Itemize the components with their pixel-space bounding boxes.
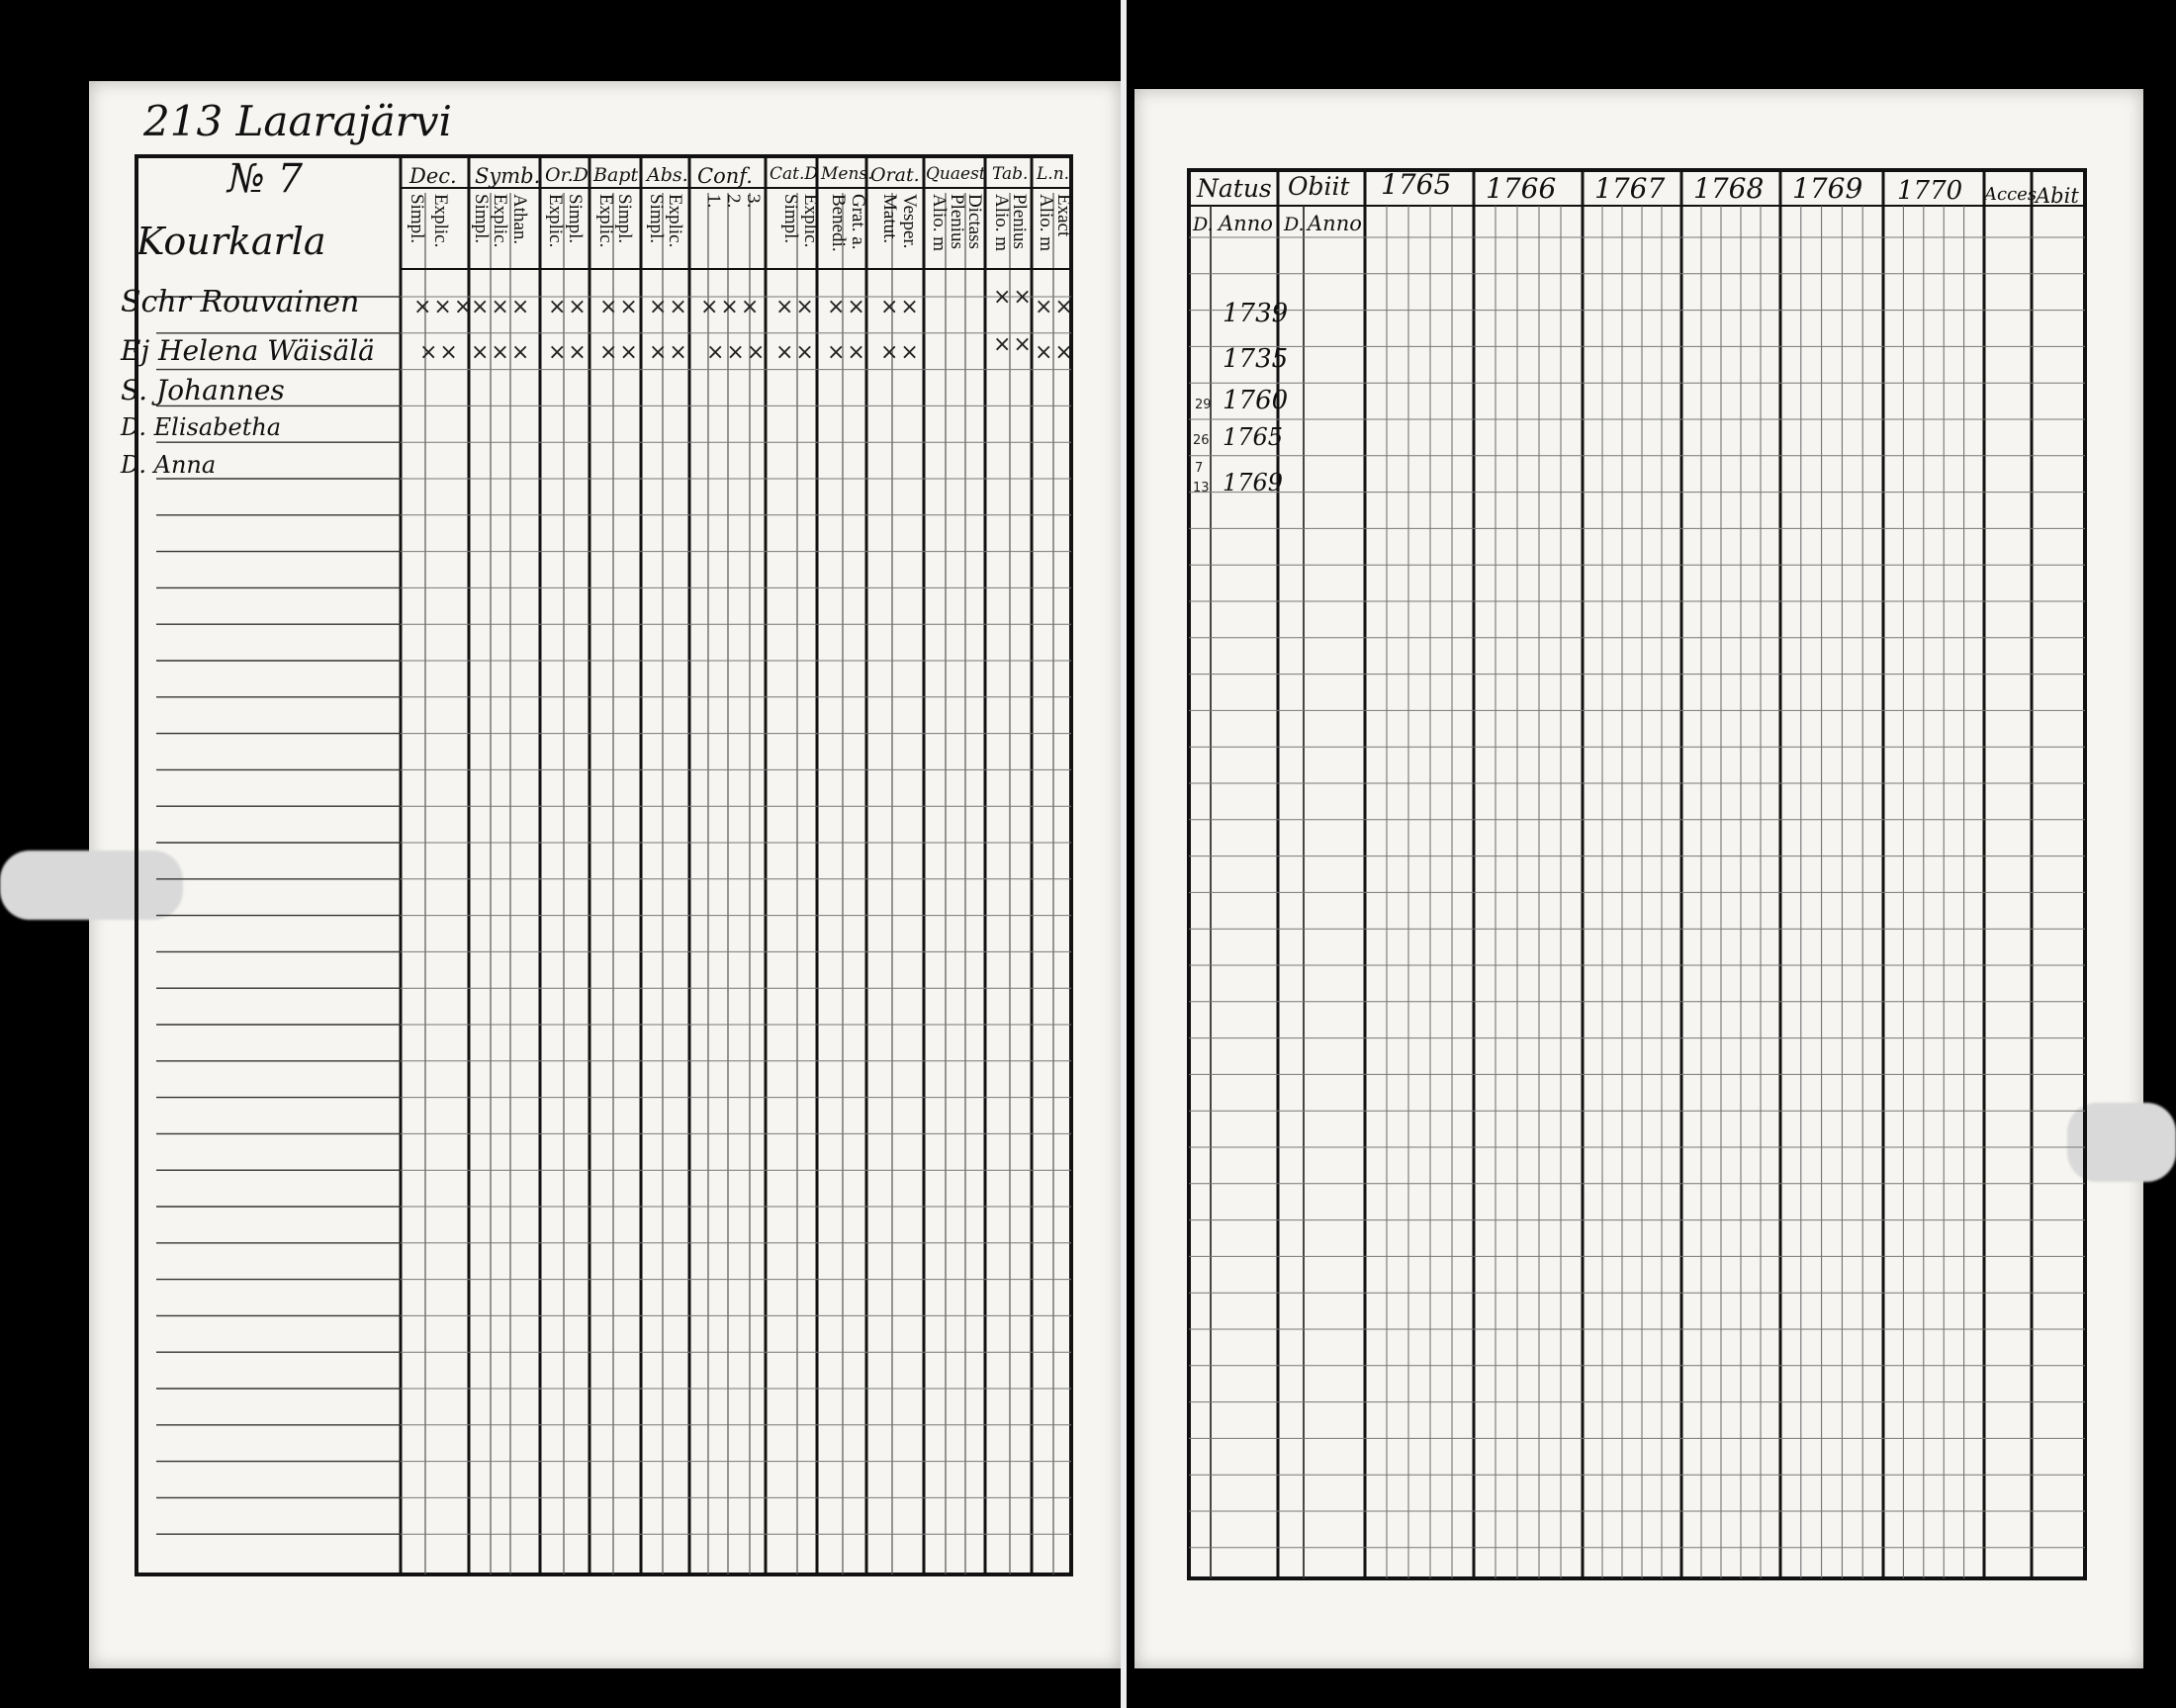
house-number: № 7 [227,156,304,202]
header-obiit: Obiit [1288,172,1350,201]
sub-explic: Explic. [800,194,821,248]
person-name: S. Johannes [121,374,285,406]
mark-tab: ×× [993,285,1034,310]
sub-vesper: Vesper. [899,194,920,249]
mark-ord: ×× [548,295,589,319]
mark-ord: ×× [548,340,589,365]
sub-simpl: Simpl. [407,194,427,244]
sub-simpl: Simpl. [646,194,667,244]
page-title: 213 Laarajärvi [143,97,452,145]
mark-conf: ××× [700,295,762,319]
mark-dec: ×× [419,340,460,365]
col-header-catd: Cat.D [770,164,819,184]
sub-2: 2. [723,194,744,209]
sub-benedi: Benedi. [828,194,849,252]
mark-mens: ×× [827,295,867,319]
birth-day: 7 [1195,461,1204,476]
col-header-mens: Mens. [821,164,873,184]
mark-dec: ××× [413,295,475,319]
farm-name: Kourkarla [136,220,326,263]
sub-grat: Grat. a. [848,194,868,250]
sub-explic: Explic. [665,194,685,248]
sub-alio: Alio. m [991,194,1012,252]
sub-header-anno: Anno [1308,212,1362,235]
mark-orat: ×× [880,340,921,365]
sub-header-anno: Anno [1219,212,1273,235]
col-header-bapt: Bapt. [593,164,645,186]
col-header-dec: Dec. [409,164,457,188]
mark-abs: ×× [649,340,689,365]
sub-alio: Alio. m [929,194,950,252]
sub-header-d: D. [1193,214,1214,235]
sub-athan: Athan. [509,194,530,245]
birth-year: 1765 [1223,423,1284,451]
mark-catd: ×× [775,295,816,319]
col-header-ord: Or.D [545,164,589,186]
sub-simpl: Simpl. [780,194,801,244]
sub-alio: Alio. m [1036,194,1056,252]
sub-explic: Explic. [595,194,616,248]
header-year-1770: 1770 [1897,176,1963,206]
col-header-ln: L.n. [1037,164,1070,184]
sub-plenius: Plenius [1009,194,1030,249]
person-name: D. Elisabetha [121,413,282,441]
col-header-tab: Tab. [992,164,1029,184]
person-name: D. Anna [121,451,217,479]
right-table-frame [1189,170,2085,1578]
mark-bapt: ×× [599,340,640,365]
sub-3: 3. [743,194,764,209]
col-header-conf: Conf. [697,164,753,188]
birth-year: 1760 [1223,386,1289,415]
sub-plenius: Plenius [947,194,967,249]
sub-explic: Explic. [545,194,566,248]
mark-abs: ×× [649,295,689,319]
sub-simpl: Simpl. [614,194,635,244]
col-header-quaest: Quaest [926,164,986,184]
person-name: Ej Helena Wäisälä [121,334,375,367]
header-year-1766: 1766 [1486,172,1557,205]
birth-month: 13 [1193,481,1210,495]
mark-symb: ××× [471,340,532,365]
col-header-abs: Abs. [647,164,688,186]
birth-year: 1739 [1223,299,1289,328]
mark-bapt: ×× [599,295,640,319]
mark-tab: ×× [993,332,1034,357]
sub-exact: Exact [1053,194,1074,237]
sub-1: 1. [703,194,724,209]
header-natus: Natus [1197,174,1272,203]
birth-year: 1769 [1223,469,1284,496]
birth-year: 1735 [1223,344,1289,374]
header-acces: Acces [1984,184,2038,205]
header-year-1765: 1765 [1381,168,1452,201]
sub-header-d: D. [1284,214,1305,235]
sub-explic: Explic. [430,194,451,248]
sub-dictass: Dictass [964,194,985,249]
header-year-1769: 1769 [1792,172,1863,205]
sub-simpl: Simpl. [565,194,586,244]
birth-day: 26 [1193,433,1210,448]
person-name: Schr Rouvainen [121,285,360,319]
col-header-symb: Symb. [475,164,541,188]
mark-catd: ×× [775,340,816,365]
sub-simpl: Simpl. [471,194,492,244]
mark-mens: ×× [827,340,867,365]
mark-conf: ××× [706,340,768,365]
header-year-1768: 1768 [1693,172,1765,205]
mark-orat: ×× [880,295,921,319]
header-abit: Abit [2036,184,2079,208]
mark-ln: ×× [1035,340,1075,365]
sub-explic: Explic. [490,194,510,248]
mark-symb: ××× [471,295,532,319]
header-year-1767: 1767 [1594,172,1666,205]
birth-day: 29 [1195,398,1212,412]
sub-matut: Matut. [879,194,900,244]
col-header-orat: Orat. [870,164,920,186]
mark-ln: ×× [1035,295,1075,319]
